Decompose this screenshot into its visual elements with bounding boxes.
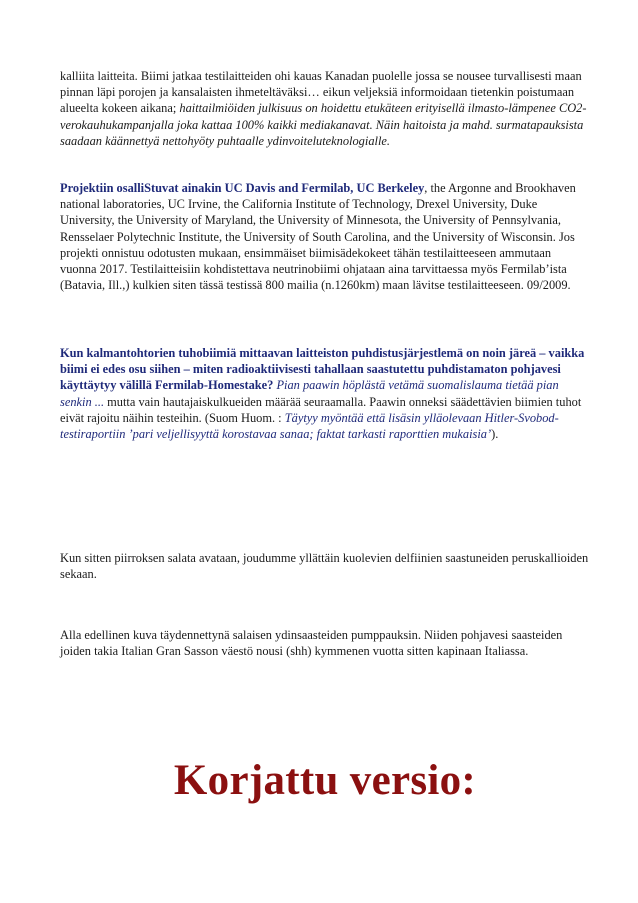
- paragraph-3-bold-lead: Kun kalmantohtorien tuhobiimiä mittaavan laitteiston puhdistusjärjestlemä on noin järeä – vaikka biimi ei edes osu siihen – miten radioaktiivisesti tahallaan saastutettu puhdistamaton pohjavesi käyttäytyy välillä Fermilab-Homestake?: [60, 346, 585, 393]
- paragraph-3-text-2: ).: [491, 427, 499, 442]
- paragraph-1-text: kalliita laitteita. Biimi jatkaa testilaitteiden ohi kauas Kanadan puolelle jossa se nousee turvallisesti maan pinnan läpi porojen ja kansalaisten ihmeteltäväksi… eikun veljeksiä informoidaan tietenkin poistumaan alueelta kokeen aikana;: [60, 69, 582, 116]
- paragraph-2: [60, 180, 590, 293]
- paragraph-3-italic-1: Pian paawin höplästä vetämä suomalislauma tietää pian senkin ...: [60, 378, 559, 409]
- paragraph-2-bold-lead: Projektiin osalliStuvat ainakin UC Davis and Fermilab, UC Berkeley: [60, 181, 425, 195]
- paragraph-3: [60, 345, 590, 442]
- paragraph-4: [60, 550, 590, 582]
- paragraph-1-italic: haittailmiöiden julkisuus on hoidettu etukäteen erityisellä ilmasto-lämpenee CO2-verokauhukampanjalla joka kattaa 100% kaikki mediakanavat. Näin haitoista ja mahd. surmatapauksista saadaan käännettyä nettohyöty puhtaalle ydinvoiteluteknologialle.: [60, 101, 587, 148]
- paragraph-2-text: , the Argonne and Brookhaven national laboratories, UC Irvine, the California Institute of Technology, Drexel University, Duke University, the University of Maryland, the University of Minnesota, the University of Pennsylvania, Rensselaer Polytechnic Institute, the University of South Carolina, and the University of Wisconsin. Jos projekti onnistuu odotusten mukaan, ensimmäiset biimisädekokeet tähän testilaitteeseen ammutaan vuonna 2017. Testilaitteisiin kohdistettava neutrinobiimi ohjataan aina tarvittaessa myös Fermilab’ista (Batavia, Ill.,) kulkien siten tässä testissä 800 mailia (n.1260km) maan lävitse testilaitteeseen. 09/2009.: [60, 181, 576, 293]
- paragraph-5: [60, 627, 590, 659]
- paragraph-5-text: Alla edellinen kuva täydennettynä salaisen ydinsaasteiden pumppauksin. Niiden pohjavesi saasteiden joiden takia Italian Gran Sasson väestö nousi (shh) kymmenen vuotta sitten kapinaan Italiassa.: [60, 628, 563, 659]
- corrected-version-heading: Korjattu versio:: [173, 757, 477, 804]
- paragraph-1: [60, 68, 590, 149]
- paragraph-4-text: Kun sitten piirroksen salata avataan, joudumme yllättäin kuolevien delfiinien saastuneiden peruskallioiden sekaan.: [60, 551, 589, 582]
- paragraph-3-text-1: mutta vain hautajaiskulkueiden määrää seuraamalla. Paawin onneksi säädettävien biimien tuhot eivät rajoitu näihin testeihin. (Suom Huom. :: [60, 394, 582, 425]
- paragraph-3-italic-2: Täytyy myöntää että lisäsin ylläolevaan Hitler-Svobod-testiraportiin ’pari veljellisyyttä korostavaa sanaa; faktat tarkasti raporttien mukaisia’: [60, 410, 559, 442]
